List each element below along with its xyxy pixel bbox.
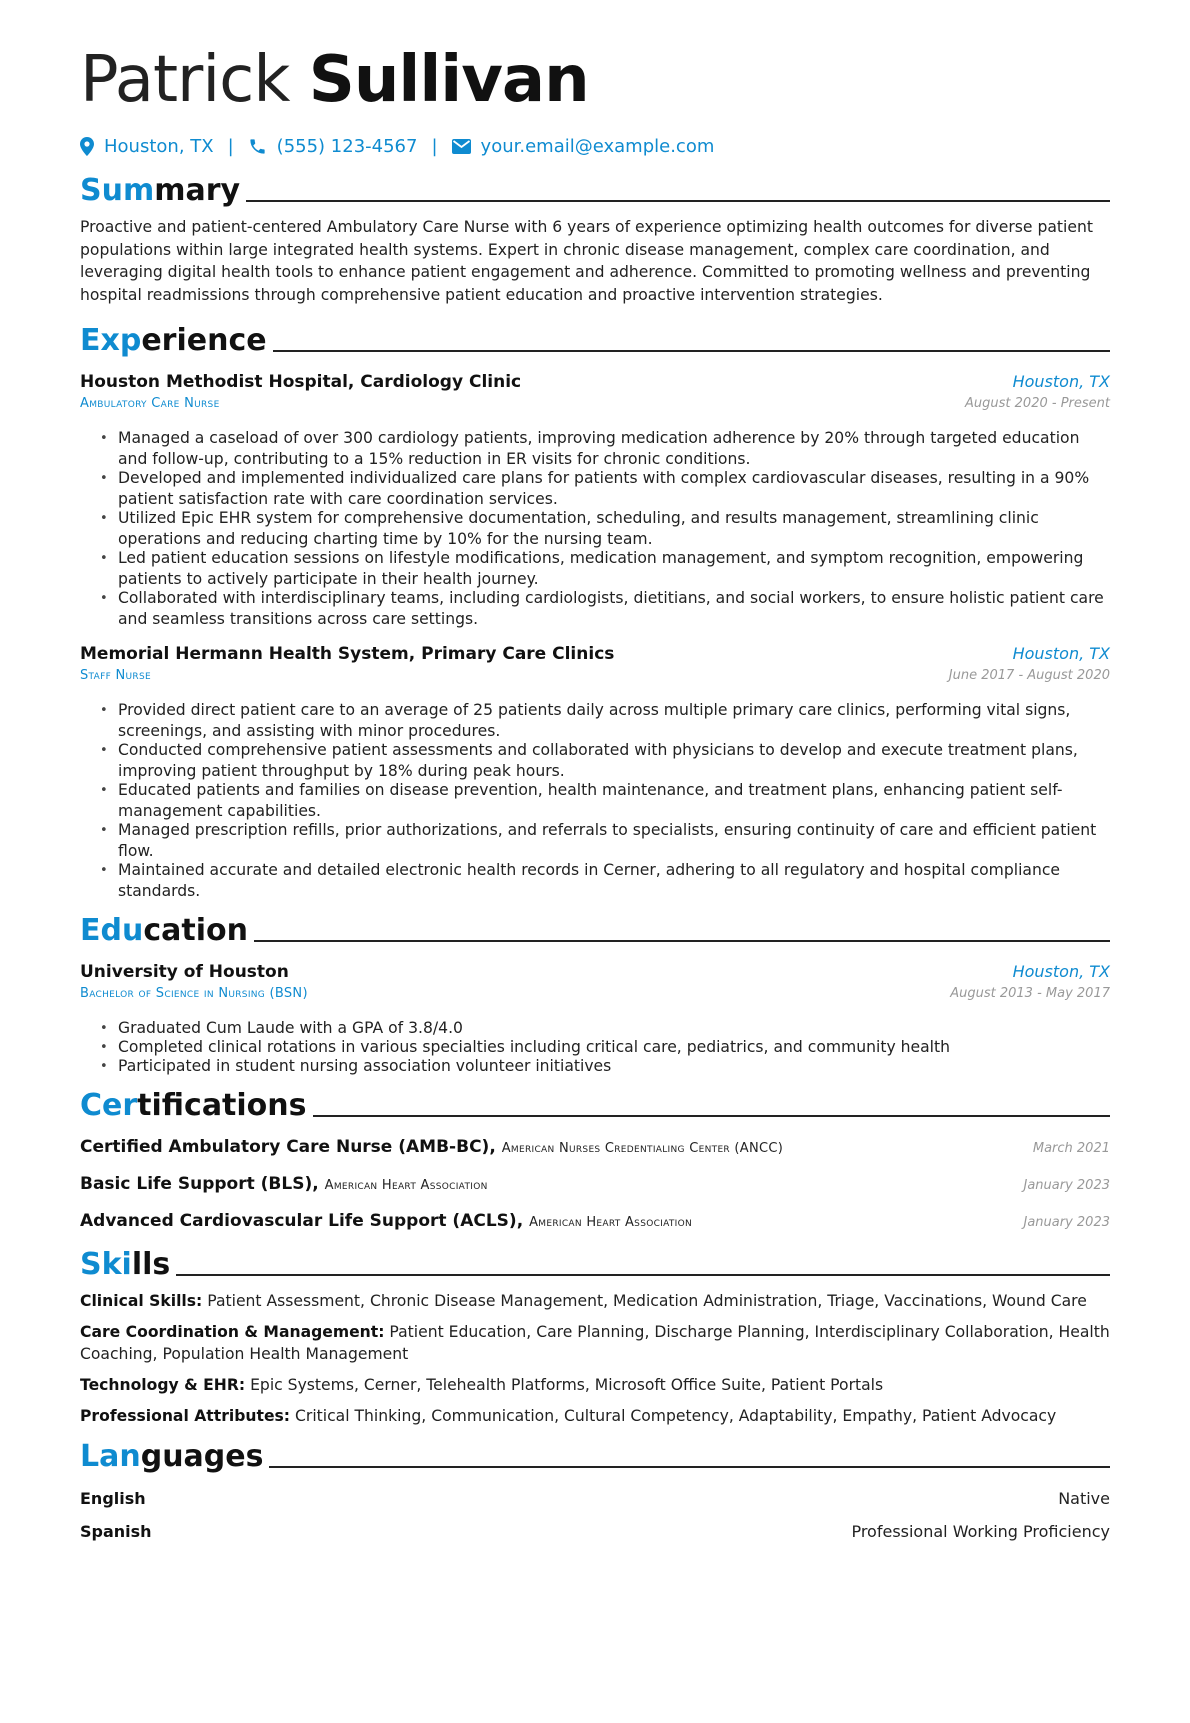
- job-bullets: [80, 428, 1110, 630]
- skill-group: [80, 1405, 1110, 1427]
- map-pin-icon: [80, 137, 94, 156]
- skill-group: [80, 1374, 1110, 1396]
- first-name: Patrick: [80, 43, 290, 117]
- employer-location: Houston, TX: [1012, 644, 1110, 663]
- certification-issuer: American Nurses Credentialing Center (ANCC): [501, 1141, 784, 1156]
- resume-page: [0, 40, 1190, 1723]
- bullet-item: • Conducted comprehensive patient assessments and collaborated with physicians to develop and execute treatment plans, improving patient throughput by 18% during peak hours.: [100, 740, 1110, 782]
- language-name: Spanish: [80, 1522, 152, 1541]
- job-dates: June 2017 - August 2020: [948, 668, 1110, 683]
- skill-values: Epic Systems, Cerner, Telehealth Platforms, Microsoft Office Suite, Patient Portals: [250, 1376, 884, 1394]
- certification-issuer: American Heart Association: [529, 1215, 693, 1230]
- skills-heading: Skills: [80, 1244, 1110, 1282]
- bullet-item: • Educated patients and families on disease prevention, health maintenance, and treatment plans, enhancing patient self-management capabilities.: [100, 780, 1110, 822]
- certification-name: Basic Life Support (BLS): [80, 1174, 313, 1194]
- summary-text: Proactive and patient-centered Ambulatory Care Nurse with 6 years of experience optimizing health outcomes for diverse patient populations within large integrated health systems. Expert in chronic disease management, complex care coordination, and leveraging digital health tools to enhance patient engagement and adherence. Committed to promoting wellness and preventing hospital readmissions through comprehensive patient education and proactive intervention strategies.: [80, 218, 1093, 304]
- contact-phone[interactable]: [248, 136, 418, 157]
- skill-values: Patient Education, Care Planning, Discharge Planning, Interdisciplinary Collaboration, Health Coaching, Population Health Management: [80, 1323, 1110, 1363]
- language-level: Native: [1058, 1489, 1110, 1508]
- bullet-item: • Developed and implemented individualized care plans for patients with complex cardiovascular diseases, resulting in a 90% patient satisfaction rate with care coordination services.: [100, 468, 1110, 510]
- phone-text: (555) 123-4567: [276, 135, 418, 157]
- summary-heading: Summary: [80, 170, 1110, 208]
- bullet-item: • Graduated Cum Laude with a GPA of 3.8/4.0: [100, 1018, 1110, 1039]
- email-link: your.email@example.com: [480, 135, 715, 157]
- certifications-heading: Certifications: [80, 1085, 1110, 1123]
- skill-label: Professional Attributes:: [80, 1407, 291, 1425]
- skill-label: Care Coordination & Management:: [80, 1323, 385, 1341]
- experience-heading: Experience: [80, 320, 1110, 358]
- job-bullets: [80, 700, 1110, 902]
- bullet-item: • Collaborated with interdisciplinary teams, including cardiologists, dietitians, and social workers, to ensure holistic patient care and seamless transitions across care settings.: [100, 588, 1110, 630]
- job-title: Staff Nurse: [80, 668, 151, 683]
- contact-separator: |: [431, 135, 438, 157]
- bullet-item: • Utilized Epic EHR system for comprehensive documentation, scheduling, and results management, streamlining clinic operations and reducing charting time by 10% for the nursing team.: [100, 508, 1110, 550]
- languages-list: [80, 1482, 1110, 1548]
- skills-list: [80, 1290, 1110, 1427]
- certification-date: March 2021: [1032, 1141, 1110, 1156]
- certification-name: Certified Ambulatory Care Nurse (AMB-BC): [80, 1137, 490, 1157]
- experience-entry: [80, 372, 1110, 630]
- skill-values: Critical Thinking, Communication, Cultural Competency, Adaptability, Empathy, Patient Advocacy: [295, 1407, 1057, 1425]
- bullet-item: • Managed prescription refills, prior authorizations, and referrals to specialists, ensuring continuity of care and efficient patient flow.: [100, 820, 1110, 862]
- bullet-item: • Managed a caseload of over 300 cardiology patients, improving medication adherence by 20% through targeted education and follow-up, contributing to a 15% reduction in ER visits for chronic conditions.: [100, 428, 1110, 470]
- skill-label: Clinical Skills:: [80, 1292, 203, 1310]
- languages-heading: Languages: [80, 1436, 1110, 1474]
- education-heading: Education: [80, 910, 1110, 948]
- bullet-item: • Maintained accurate and detailed electronic health records in Cerner, adhering to all regulatory and hospital compliance standards.: [100, 860, 1110, 902]
- certifications-list: [80, 1129, 1110, 1240]
- education-entry: [80, 962, 1110, 1077]
- education-bullets: [80, 1018, 1110, 1077]
- location-text: Houston, TX: [104, 135, 214, 157]
- certification-date: January 2023: [1023, 1178, 1110, 1193]
- bullet-item: • Participated in student nursing association volunteer initiatives: [100, 1056, 1110, 1077]
- envelope-icon: [452, 139, 471, 154]
- skill-group: [80, 1290, 1110, 1312]
- school-name: University of Houston: [80, 962, 289, 982]
- section-rule: [246, 200, 1110, 202]
- employer-name: Memorial Hermann Health System, Primary Care Clinics: [80, 644, 615, 664]
- section-rule: [254, 940, 1110, 942]
- certification-item: Basic Life Support (BLS), American Heart Association January 2023: [80, 1166, 1110, 1203]
- contact-email[interactable]: [452, 136, 715, 157]
- section-rule: [176, 1274, 1110, 1276]
- bullet-item: • Provided direct patient care to an average of 25 patients daily across multiple primary care clinics, performing vital signs, screenings, and assisting with minor procedures.: [100, 700, 1110, 742]
- certification-item: Certified Ambulatory Care Nurse (AMB-BC), American Nurses Credentialing Center (ANCC) March 2021: [80, 1129, 1110, 1166]
- certification-date: January 2023: [1023, 1215, 1110, 1230]
- degree: Bachelor of Science in Nursing (BSN): [80, 986, 308, 1001]
- last-name: Sullivan: [308, 43, 589, 117]
- school-location: Houston, TX: [1012, 962, 1110, 981]
- job-title: Ambulatory Care Nurse: [80, 396, 220, 411]
- language-level: Professional Working Proficiency: [851, 1522, 1110, 1541]
- contact-location: [80, 136, 214, 157]
- language-item: [80, 1515, 1110, 1548]
- section-rule: [313, 1115, 1110, 1117]
- skill-values: Patient Assessment, Chronic Disease Management, Medication Administration, Triage, Vaccinations, Wound Care: [207, 1292, 1087, 1310]
- skill-label: Technology & EHR:: [80, 1376, 246, 1394]
- certification-name: Advanced Cardiovascular Life Support (ACLS): [80, 1211, 517, 1231]
- candidate-name: [80, 40, 1110, 120]
- section-rule: [269, 1466, 1110, 1468]
- section-rule: [273, 350, 1110, 352]
- bullet-item: • Led patient education sessions on lifestyle modifications, medication management, and symptom recognition, empowering patients to actively participate in their health journey.: [100, 548, 1110, 590]
- bullet-item: • Completed clinical rotations in various specialties including critical care, pediatrics, and community health: [100, 1037, 1110, 1058]
- employer-name: Houston Methodist Hospital, Cardiology Clinic: [80, 372, 522, 392]
- certification-item: Advanced Cardiovascular Life Support (ACLS), American Heart Association January 2023: [80, 1203, 1110, 1240]
- phone-icon: [248, 137, 267, 156]
- experience-entry: [80, 644, 1110, 902]
- skill-group: [80, 1321, 1110, 1365]
- certification-issuer: American Heart Association: [324, 1178, 488, 1193]
- language-name: English: [80, 1489, 146, 1508]
- education-dates: August 2013 - May 2017: [950, 986, 1110, 1001]
- job-dates: August 2020 - Present: [965, 396, 1110, 411]
- contact-bar: [80, 130, 1110, 162]
- language-item: [80, 1482, 1110, 1515]
- contact-separator: |: [227, 135, 234, 157]
- employer-location: Houston, TX: [1012, 372, 1110, 391]
